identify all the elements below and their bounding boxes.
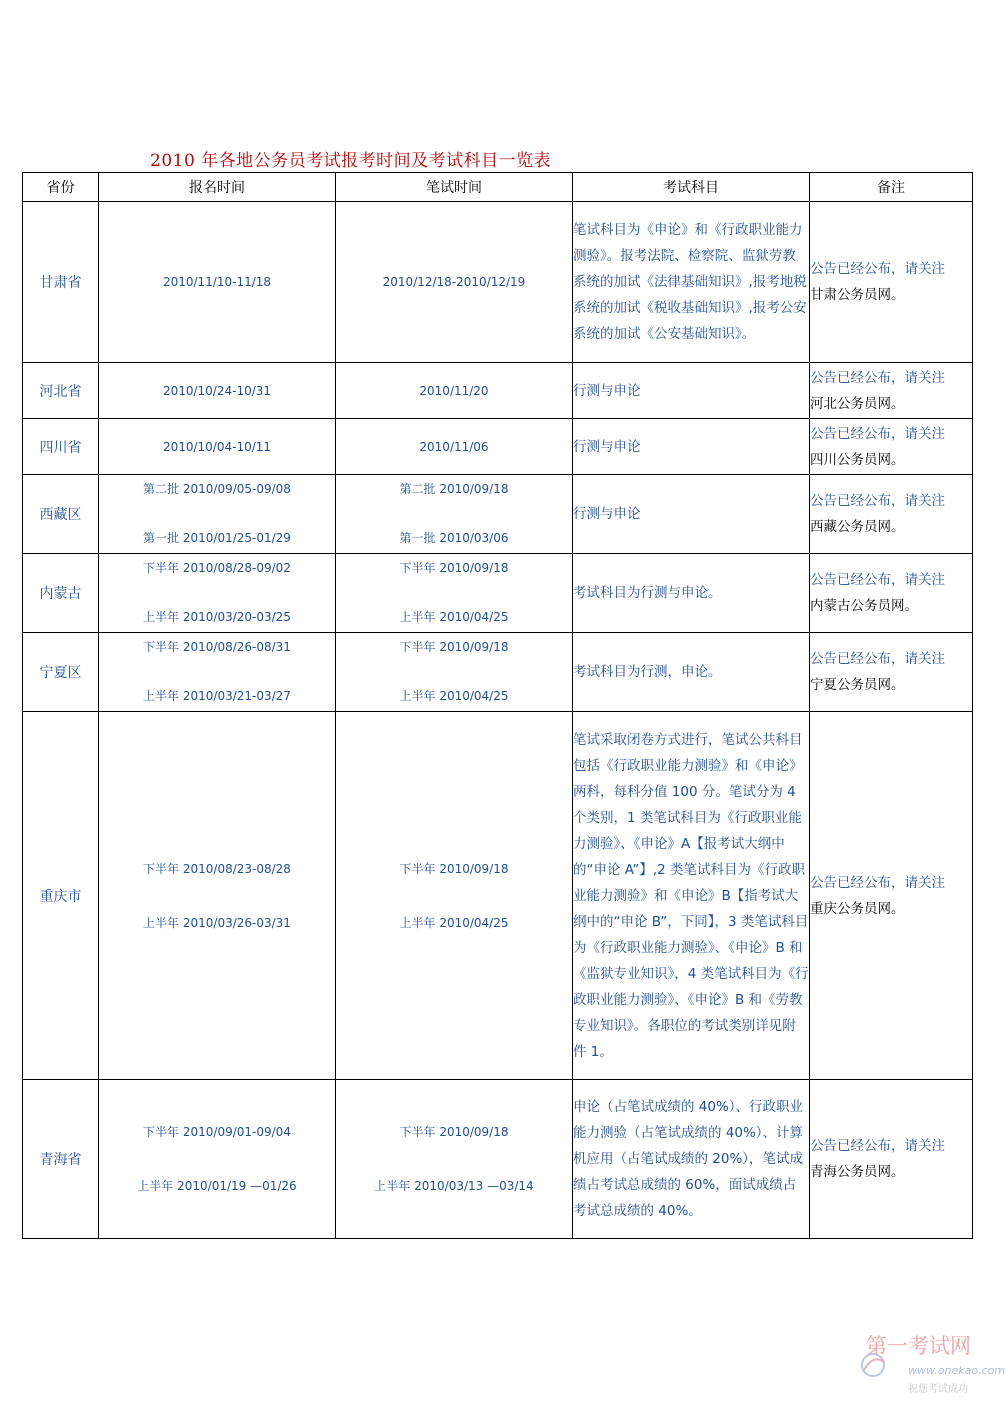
table-row: [23, 202, 973, 363]
note-cell: [810, 1080, 973, 1239]
registration-time-cell: [99, 1080, 336, 1239]
exam-time-cell: 2010/12/18-2010/12/19: [336, 202, 573, 363]
registration-time-cell: [99, 712, 336, 1080]
subjects-cell: 行测与申论: [573, 419, 810, 475]
exam-time-first-half: 上半年 2010/04/25: [399, 915, 509, 930]
subjects-cell: 行测与申论: [573, 363, 810, 419]
note-cell: [810, 475, 973, 554]
note-announcement: 公告已经公布，请关注: [810, 493, 945, 509]
registration-time-second: 第二批 2010/09/05-09/08: [143, 482, 291, 496]
exam-time-cell: 2010/11/20: [336, 363, 573, 419]
table-row: [23, 554, 973, 633]
document-title: 2010 年各地公务员考试报考时间及考试科目一览表: [150, 151, 552, 171]
exam-time-cell: [336, 475, 573, 554]
note-website: 四川公务员网。: [810, 451, 905, 468]
note-cell: [810, 633, 973, 712]
subjects-cell: 笔试科目为《申论》和《行政职业能力测验》。报考法院、检察院、监狱劳教系统的加试《法律基础知识》,报考地税系统的加试《税收基础知识》,报考公安系统的加试《公安基础知识》。: [573, 202, 810, 363]
note-website: 青海公务员网。: [810, 1164, 905, 1180]
exam-time-second-half: 下半年 2010/09/18: [399, 1125, 509, 1139]
table-header-row: [23, 173, 973, 202]
note-website: 河北公务员网。: [810, 395, 905, 412]
registration-time-cell: [99, 633, 336, 712]
table-row: [23, 363, 973, 419]
exam-time-second-half: 下半年 2010/09/18: [399, 561, 509, 575]
exam-time-first-half: 上半年 2010/03/13 —03/14: [374, 1179, 534, 1193]
note-announcement: 公告已经公布，请关注: [810, 369, 945, 386]
province-cell: 甘肃省: [23, 202, 99, 363]
table-row: [23, 419, 973, 475]
registration-time-second-half: 下半年 2010/08/28-09/02: [143, 561, 291, 575]
registration-time-first: 第一批 2010/01/25-01/29: [143, 531, 291, 545]
note-announcement: 公告已经公布，请关注: [810, 425, 945, 442]
note-cell: [810, 363, 973, 419]
registration-time-first-half: 上半年 2010/01/19 —01/26: [137, 1179, 297, 1193]
table-row: [23, 633, 973, 712]
exam-time-cell: [336, 554, 573, 633]
exam-time-first-half: 上半年 2010/04/25: [399, 610, 509, 624]
registration-time-first-half: 上半年 2010/03/21-03/27: [143, 689, 291, 703]
table-row: [23, 712, 973, 1080]
exam-time-second: 第二批 2010/09/18: [399, 482, 509, 496]
registration-time-cell: 2010/11/10-11/18: [99, 202, 336, 363]
province-cell: 四川省: [23, 419, 99, 475]
note-announcement: 公告已经公布，请关注: [810, 874, 945, 891]
province-cell: 内蒙古: [23, 554, 99, 633]
subjects-cell: 行测与申论: [573, 475, 810, 554]
note-announcement: 公告已经公布，请关注: [810, 651, 945, 667]
registration-time-cell: 2010/10/04-10/11: [99, 419, 336, 475]
exam-time-first-half: 上半年 2010/04/25: [399, 689, 509, 703]
registration-time-cell: 2010/10/24-10/31: [99, 363, 336, 419]
province-cell: 宁夏区: [23, 633, 99, 712]
province-cell: 重庆市: [23, 712, 99, 1080]
note-website: 内蒙古公务员网。: [810, 598, 918, 614]
exam-schedule-table: [22, 172, 973, 1239]
exam-time-cell: [336, 712, 573, 1080]
registration-time-first-half: 上半年 2010/03/20-03/25: [143, 610, 291, 624]
province-cell: 西藏区: [23, 475, 99, 554]
note-website: 重庆公务员网。: [810, 900, 905, 917]
exam-time-second-half: 下半年 2010/09/18: [399, 640, 509, 654]
note-announcement: 公告已经公布，请关注: [810, 572, 945, 588]
note-cell: [810, 712, 973, 1080]
province-cell: 青海省: [23, 1080, 99, 1239]
registration-time-second-half: 下半年 2010/08/26-08/31: [143, 640, 291, 654]
province-cell: 河北省: [23, 363, 99, 419]
note-cell: [810, 419, 973, 475]
header-registration-time: 报名时间: [99, 173, 336, 202]
subjects-cell: 考试科目为行测与申论。: [573, 554, 810, 633]
note-website: 西藏公务员网。: [810, 519, 905, 535]
note-announcement: 公告已经公布，请关注: [810, 1138, 945, 1154]
subjects-cell: 笔试采取闭卷方式进行，笔试公共科目包括《行政职业能力测验》和《申论》两科，每科分值 100 分。笔试分为 4 个类别，1 类笔试科目为《行政职业能力测验》、《申论》A【报考试大纲中的“申论 A”】,2 类笔试科目为《行政职业能力测验》和《申论》B【指考试大纲中的“申论 B”，下同】，3 类笔试科目为《行政职业能力测验》、《申论》B 和《监狱专业知识》，4 类笔试科目为《行政职业能力测验》、《申论》B 和《劳教专业知识》。各职位的考试类别详见附件 1。: [573, 712, 810, 1080]
note-cell: [810, 554, 973, 633]
subjects-cell: 申论（占笔试成绩的 40%）、行政职业能力测验（占笔试成绩的 40%）、计算机应用（占笔试成绩的 20%），笔试成绩占考试总成绩的 60%，面试成绩占考试总成绩的 40%。: [573, 1080, 810, 1239]
table-row: [23, 475, 973, 554]
registration-time-first-half: 上半年 2010/03/26-03/31: [143, 915, 291, 930]
watermark-brand: 第一考试网: [866, 1334, 971, 1358]
registration-time-second-half: 下半年 2010/09/01-09/04: [143, 1125, 291, 1139]
registration-time-cell: [99, 554, 336, 633]
header-written-exam-time: 笔试时间: [336, 173, 573, 202]
table-row: [23, 1080, 973, 1239]
watermark: [858, 1330, 1005, 1395]
note-website: 甘肃公务员网。: [810, 287, 905, 303]
registration-time-cell: [99, 475, 336, 554]
note-website: 宁夏公务员网。: [810, 677, 905, 693]
watermark-url: www.onekao.com: [908, 1364, 1005, 1377]
header-exam-subjects: 考试科目: [573, 173, 810, 202]
header-province: 省份: [23, 173, 99, 202]
exam-time-first: 第一批 2010/03/06: [399, 531, 509, 545]
exam-time-cell: 2010/11/06: [336, 419, 573, 475]
watermark-slogan: 祝您考试成功: [908, 1384, 968, 1395]
exam-time-second-half: 下半年 2010/09/18: [399, 861, 509, 876]
note-cell: [810, 202, 973, 363]
exam-time-cell: [336, 633, 573, 712]
note-announcement: 公告已经公布，请关注: [810, 261, 945, 277]
header-notes: 备注: [810, 173, 973, 202]
registration-time-second-half: 下半年 2010/08/23-08/28: [143, 861, 291, 876]
subjects-cell: 考试科目为行测，申论。: [573, 633, 810, 712]
exam-time-cell: [336, 1080, 573, 1239]
